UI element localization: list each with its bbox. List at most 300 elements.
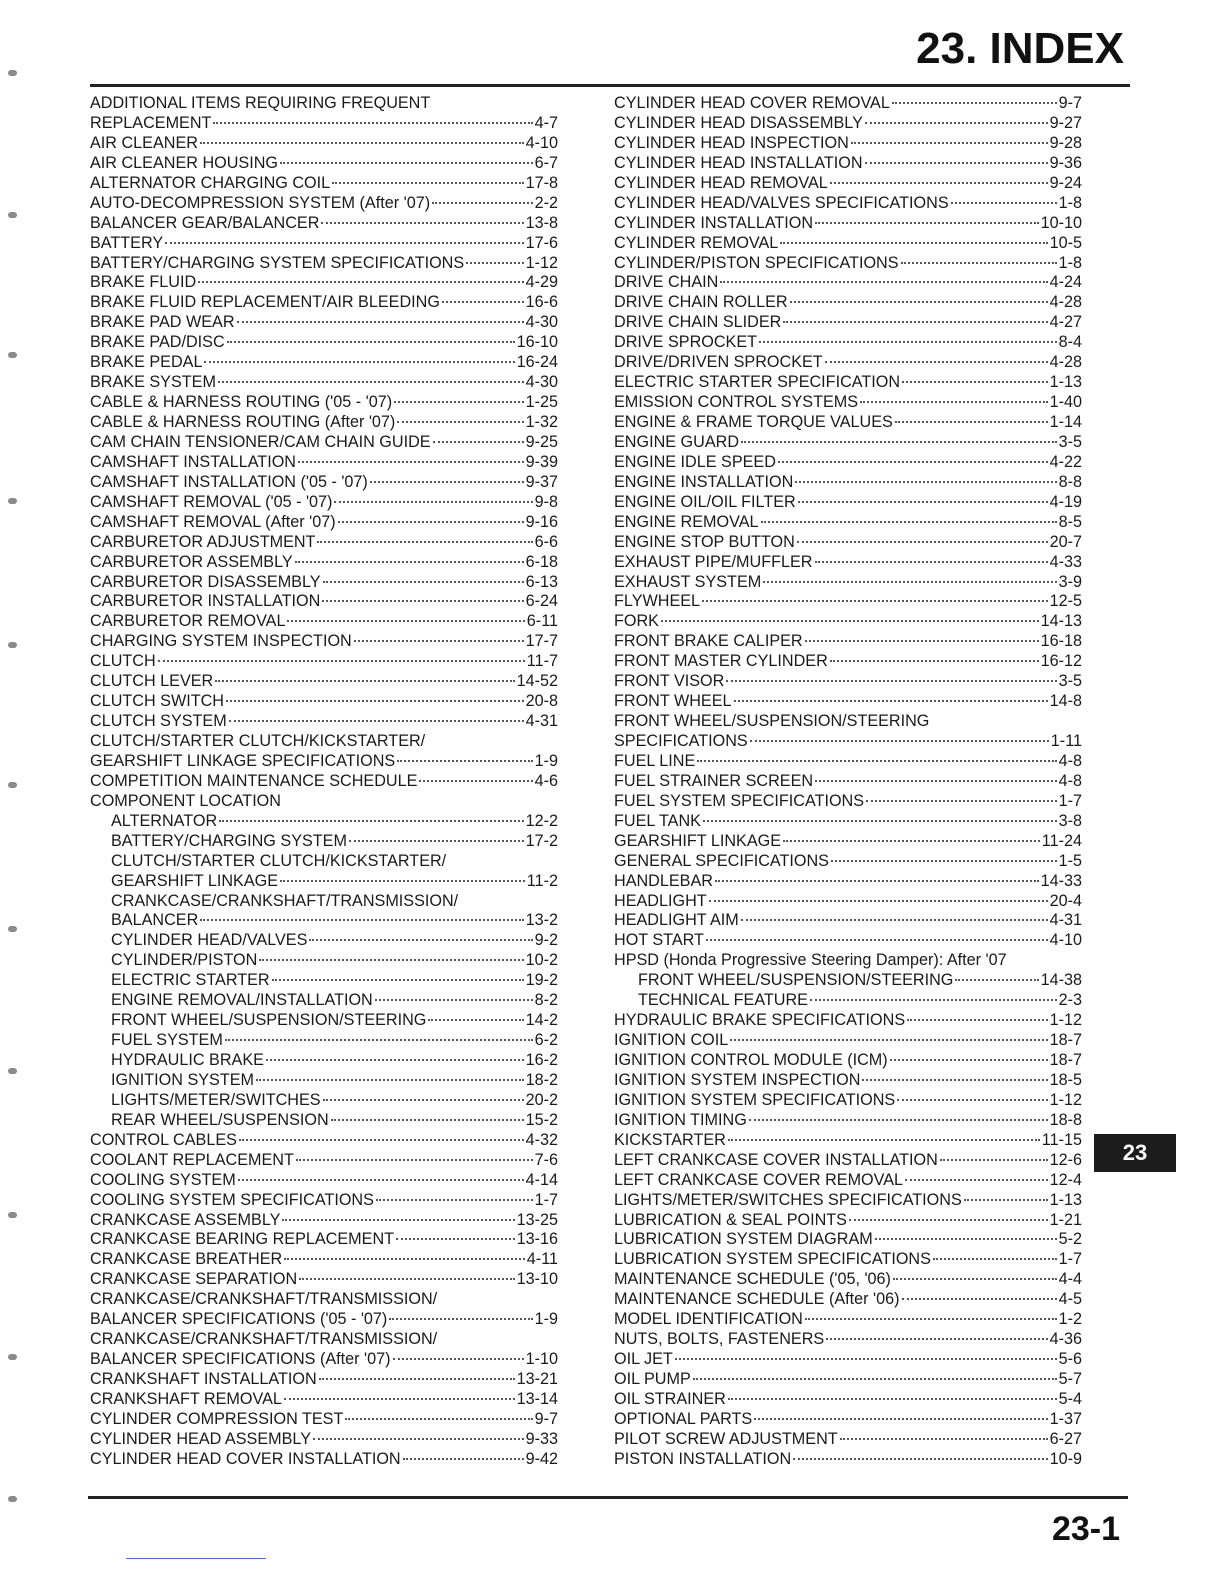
index-column-right — [614, 94, 1082, 1470]
dot-leader — [830, 660, 1039, 662]
index-entry-page: 11-24 — [1041, 831, 1082, 850]
index-entry-label: BALANCER SPECIFICATIONS ('05 - '07) — [90, 1310, 388, 1329]
index-entry — [90, 1111, 558, 1131]
index-entry — [614, 692, 1082, 712]
dot-leader — [830, 182, 1048, 184]
index-entry-label: ALTERNATOR CHARGING COIL — [90, 173, 331, 192]
index-entry-label: BATTERY/CHARGING SYSTEM SPECIFICATIONS — [90, 253, 465, 272]
index-entry-page: 9-2 — [534, 931, 558, 950]
index-entry-label: HYDRAULIC BRAKE SPECIFICATIONS — [614, 1011, 906, 1030]
dot-leader — [754, 1418, 1047, 1420]
index-entry-page: 9-7 — [534, 1409, 558, 1428]
dot-leader — [795, 481, 1056, 483]
dot-leader — [280, 880, 525, 882]
index-entry — [614, 413, 1082, 433]
dot-leader — [964, 1199, 1048, 1201]
index-entry-label: DRIVE CHAIN SLIDER — [614, 313, 782, 332]
bottom-rule — [88, 1496, 1128, 1499]
dot-leader — [284, 1258, 525, 1260]
index-entry-page: 15-2 — [525, 1110, 558, 1129]
index-entry-label: CYLINDER HEAD INSTALLATION — [614, 153, 863, 172]
index-entry-label: NUTS, BOLTS, FASTENERS — [614, 1330, 825, 1349]
index-entry-label: BRAKE PAD/DISC — [90, 333, 225, 352]
index-entry — [90, 453, 558, 473]
index-entry-label: CYLINDER INSTALLATION — [614, 213, 814, 232]
index-entry-label: FRONT WHEEL/SUSPENSION/STEERING — [638, 971, 954, 990]
index-entry-label: CYLINDER HEAD/VALVES SPECIFICATIONS — [614, 193, 949, 212]
index-entry-page: 12-2 — [525, 811, 558, 830]
dot-leader — [726, 680, 1056, 682]
index-entry — [614, 971, 1082, 991]
index-entry — [614, 1230, 1082, 1250]
index-entry-label: COMPONENT LOCATION — [90, 791, 281, 810]
index-entry — [90, 513, 558, 533]
dot-leader — [798, 501, 1048, 503]
index-entry-label: CLUTCH SYSTEM — [90, 712, 227, 731]
index-entry — [614, 154, 1082, 174]
index-entry-label: CRANKCASE ASSEMBLY — [90, 1210, 281, 1229]
index-entry-label: CRANKSHAFT REMOVAL — [90, 1389, 282, 1408]
index-entry-label: BALANCER — [111, 911, 199, 930]
dot-leader — [815, 780, 1057, 782]
index-entry — [90, 951, 558, 971]
index-entry-label: CARBURETOR INSTALLATION — [90, 592, 321, 611]
index-entry — [90, 234, 558, 254]
index-entry-label: CLUTCH — [90, 652, 156, 671]
index-entry-page: 13-16 — [516, 1230, 558, 1249]
index-entry-label: CAMSHAFT INSTALLATION ('05 - '07) — [90, 472, 368, 491]
index-entry-page: 8-5 — [1058, 512, 1082, 531]
index-entry-label: COOLING SYSTEM SPECIFICATIONS — [90, 1190, 374, 1209]
index-entry-label: OIL STRAINER — [614, 1389, 726, 1408]
dot-leader — [323, 581, 524, 583]
index-entry-label: COMPETITION MAINTENANCE SCHEDULE — [90, 771, 418, 790]
index-entry-label: GENERAL SPECIFICATIONS — [614, 851, 829, 870]
index-entry — [90, 1131, 558, 1151]
index-entry-label: FRONT WHEEL/SUSPENSION/STEERING — [111, 1011, 427, 1030]
index-entry-page: 4-4 — [1058, 1270, 1082, 1289]
index-entry-label: LEFT CRANKCASE COVER INSTALLATION — [614, 1150, 938, 1169]
index-entry-label: REAR WHEEL/SUSPENSION — [111, 1110, 329, 1129]
index-entry-label: CYLINDER HEAD ASSEMBLY — [90, 1429, 311, 1448]
index-entry — [90, 273, 558, 293]
index-entry — [614, 892, 1082, 912]
index-entry-label: ENGINE GUARD — [614, 432, 740, 451]
index-entry-page: 14-38 — [1040, 971, 1082, 990]
dot-leader — [892, 102, 1057, 104]
index-entry-label: ELECTRIC STARTER SPECIFICATION — [614, 373, 901, 392]
index-entry-label: CYLINDER/PISTON SPECIFICATIONS — [614, 253, 899, 272]
index-entry-label: CAMSHAFT INSTALLATION — [90, 452, 296, 471]
index-entry-page: 11-7 — [526, 652, 558, 671]
index-entry-page: 6-6 — [534, 532, 558, 551]
index-entry-label: FRONT MASTER CYLINDER — [614, 652, 828, 671]
index-entry — [614, 612, 1082, 632]
index-entry-label: HEADLIGHT — [614, 891, 707, 910]
dot-leader — [345, 1418, 532, 1420]
index-entry-page: 1-12 — [1049, 1011, 1082, 1030]
index-entry-page: 6-24 — [525, 592, 558, 611]
index-entry-label: BRAKE PEDAL — [90, 353, 203, 372]
dot-leader — [697, 760, 1056, 762]
index-entry — [90, 632, 558, 652]
index-entry — [90, 971, 558, 991]
dot-leader — [734, 700, 1048, 702]
index-entry-label: CYLINDER HEAD INSPECTION — [614, 133, 849, 152]
index-entry — [614, 1290, 1082, 1310]
index-entry-label: EXHAUST PIPE/MUFFLER — [614, 552, 813, 571]
index-entry — [90, 373, 558, 393]
index-entry-page: 16-18 — [1040, 632, 1082, 651]
dot-leader — [376, 1199, 533, 1201]
index-entry-page: 9-7 — [1058, 94, 1082, 112]
binding-hole-mark — [8, 1496, 17, 1502]
index-entry — [90, 931, 558, 951]
index-entry-label: HPSD (Honda Progressive Steering Damper): After '07 — [614, 951, 1007, 970]
index-entry-label: CONTROL CABLES — [90, 1130, 237, 1149]
dot-leader — [706, 939, 1048, 941]
index-entry — [614, 433, 1082, 453]
index-entry — [614, 632, 1082, 652]
index-entry — [90, 1211, 558, 1231]
index-entry-label: ELECTRIC STARTER — [111, 971, 270, 990]
index-entry-label: IGNITION COIL — [614, 1031, 729, 1050]
index-entry-page: 1-13 — [1049, 1190, 1082, 1209]
index-entry-page: 1-8 — [1058, 193, 1082, 212]
dot-leader — [728, 1139, 1040, 1141]
index-entry-label: FORK — [614, 612, 659, 631]
index-entry-page: 18-2 — [525, 1070, 558, 1089]
index-entry — [90, 353, 558, 373]
index-column-left — [90, 94, 558, 1470]
dot-leader — [442, 301, 524, 303]
index-entry-page: 18-8 — [1049, 1110, 1082, 1129]
index-entry — [614, 393, 1082, 413]
index-entry-label: CLUTCH/STARTER CLUTCH/KICKSTARTER/ — [111, 851, 447, 870]
index-entry-label: DRIVE/DRIVEN SPROCKET — [614, 353, 823, 372]
index-entry-label: OPTIONAL PARTS — [614, 1409, 753, 1428]
dot-leader — [338, 521, 524, 523]
index-entry-page: 4-7 — [534, 113, 558, 132]
dot-leader — [313, 1438, 524, 1440]
dot-leader — [239, 1139, 524, 1141]
index-entry — [614, 1370, 1082, 1390]
dot-leader — [831, 860, 1057, 862]
dot-leader — [890, 1059, 1048, 1061]
index-entry-page: 10-10 — [1040, 213, 1082, 232]
index-entry-page: 6-7 — [534, 153, 558, 172]
index-entry-label: FRONT WHEEL — [614, 692, 732, 711]
index-entry-label: CRANKCASE/CRANKSHAFT/TRANSMISSION/ — [90, 1290, 438, 1309]
index-entry-label: BATTERY — [90, 233, 164, 252]
index-entry-label: CYLINDER COMPRESSION TEST — [90, 1409, 344, 1428]
index-entry-page: 1-5 — [1058, 851, 1082, 870]
dot-leader — [933, 1258, 1057, 1260]
index-entry — [90, 832, 558, 852]
index-entry — [90, 1151, 558, 1171]
index-entry-page: 9-37 — [525, 472, 558, 491]
index-entry-page: 1-8 — [1058, 253, 1082, 272]
index-entry-page: 9-24 — [1049, 173, 1082, 192]
index-entry-page: 4-11 — [526, 1250, 558, 1269]
index-entry-label: GEARSHIFT LINKAGE — [614, 831, 782, 850]
dot-leader — [393, 1358, 524, 1360]
index-entry — [614, 1111, 1082, 1131]
index-entry-label: GEARSHIFT LINKAGE SPECIFICATIONS — [90, 751, 396, 770]
index-entry-page: 2-2 — [534, 193, 558, 212]
dot-leader — [730, 1039, 1047, 1041]
dot-leader — [354, 640, 524, 642]
dot-leader — [815, 222, 1039, 224]
index-entry-label: BRAKE FLUID REPLACEMENT/AIR BLEEDING — [90, 293, 440, 312]
dot-leader — [298, 461, 524, 463]
index-entry-label: AIR CLEANER HOUSING — [90, 153, 278, 172]
index-entry-label: FUEL LINE — [614, 751, 696, 770]
index-entry-label: BALANCER GEAR/BALANCER — [90, 213, 320, 232]
index-entry-label: IGNITION SYSTEM INSPECTION — [614, 1070, 861, 1089]
index-entry — [614, 1390, 1082, 1410]
binding-hole-mark — [8, 1068, 17, 1074]
index-entry-page: 1-32 — [525, 413, 558, 431]
dot-leader — [759, 341, 1057, 343]
dot-leader — [902, 381, 1048, 383]
index-entry-page: 4-30 — [525, 373, 558, 392]
index-entry-page: 18-5 — [1049, 1070, 1082, 1089]
dot-leader — [272, 979, 524, 981]
top-rule — [90, 84, 1130, 87]
index-entry-label: ENGINE REMOVAL — [614, 512, 759, 531]
dot-leader — [237, 321, 524, 323]
page-title: 23. INDEX — [916, 24, 1124, 73]
dot-leader — [226, 700, 524, 702]
index-entry — [90, 1171, 558, 1191]
dot-leader — [741, 919, 1048, 921]
dot-leader — [849, 1219, 1048, 1221]
index-entry-page: 7-6 — [534, 1150, 558, 1169]
dot-leader — [225, 1039, 533, 1041]
index-entry — [614, 911, 1082, 931]
index-entry-label: CABLE & HARNESS ROUTING (After '07) — [90, 413, 396, 431]
index-entry-page: 4-30 — [525, 313, 558, 332]
index-entry — [614, 1310, 1082, 1330]
index-entry-label: BATTERY/CHARGING SYSTEM — [111, 831, 347, 850]
index-entry-page: 9-36 — [1049, 153, 1082, 172]
index-entry-page: 5-2 — [1058, 1230, 1082, 1249]
index-entry-page: 12-6 — [1049, 1150, 1082, 1169]
index-entry — [614, 991, 1082, 1011]
index-entry-label: CYLINDER/PISTON — [111, 951, 258, 970]
index-entry — [614, 293, 1082, 313]
index-entry-page: 14-33 — [1040, 871, 1082, 890]
index-entry — [90, 1230, 558, 1250]
index-entry — [614, 513, 1082, 533]
index-entry-label: KICKSTARTER — [614, 1130, 726, 1149]
index-entry — [614, 1051, 1082, 1071]
index-entry — [90, 1290, 558, 1310]
link-underline — [126, 1558, 266, 1559]
index-entry-page: 4-32 — [525, 1130, 558, 1149]
index-entry — [614, 1450, 1082, 1470]
index-entry — [90, 1250, 558, 1270]
dot-leader — [389, 1318, 532, 1320]
dot-leader — [862, 1079, 1047, 1081]
index-entry-label: FLYWHEEL — [614, 592, 701, 611]
index-entry-page: 3-9 — [1058, 572, 1082, 591]
dot-leader — [295, 561, 524, 563]
index-entry-label: LEFT CRANKCASE COVER REMOVAL — [614, 1170, 904, 1189]
index-entry-page: 1-7 — [1058, 1250, 1082, 1269]
index-entry-page: 4-29 — [525, 273, 558, 292]
index-entry-label: CRANKCASE/CRANKSHAFT/TRANSMISSION/ — [90, 1330, 438, 1349]
index-entry-page: 3-8 — [1058, 811, 1082, 830]
index-entry-label: IGNITION SYSTEM — [111, 1070, 255, 1089]
index-entry-page: 16-2 — [525, 1051, 558, 1069]
dot-leader — [466, 262, 523, 264]
dot-leader — [702, 600, 1048, 602]
index-entry — [614, 1011, 1082, 1031]
index-entry-page: 4-19 — [1049, 492, 1082, 511]
index-entry — [614, 1350, 1082, 1370]
dot-leader — [940, 1159, 1048, 1161]
index-entry — [90, 1430, 558, 1450]
index-entry-label: CAMSHAFT REMOVAL (After '07) — [90, 512, 336, 531]
index-entry — [614, 94, 1082, 114]
dot-leader — [433, 441, 524, 443]
dot-leader — [334, 501, 532, 503]
index-entry — [614, 652, 1082, 672]
dot-leader — [218, 381, 524, 383]
index-entry — [614, 273, 1082, 293]
index-entry — [90, 872, 558, 892]
index-entry — [90, 692, 558, 712]
dot-leader — [317, 541, 532, 543]
dot-leader — [810, 999, 1057, 1001]
dot-leader — [866, 800, 1057, 802]
index-entry-page: 6-13 — [525, 572, 558, 591]
dot-leader — [215, 680, 514, 682]
index-entry-label: MAINTENANCE SCHEDULE ('05, '06) — [614, 1270, 891, 1289]
index-entry — [90, 792, 558, 812]
dot-leader — [907, 1019, 1047, 1021]
index-entry — [614, 214, 1082, 234]
index-entry — [614, 1131, 1082, 1151]
index-entry — [90, 892, 558, 912]
index-entry — [614, 353, 1082, 373]
index-entry-page: 9-16 — [525, 512, 558, 531]
index-entry — [614, 772, 1082, 792]
index-entry-page: 17-2 — [525, 831, 558, 850]
index-entry — [614, 1091, 1082, 1111]
index-entry — [90, 752, 558, 772]
dot-leader — [332, 182, 523, 184]
index-entry-label: CARBURETOR DISASSEMBLY — [90, 572, 321, 591]
index-entry-label: PISTON INSTALLATION — [614, 1449, 792, 1468]
dot-leader — [805, 1318, 1057, 1320]
index-entry-page: 20-7 — [1049, 532, 1082, 551]
index-entry — [614, 1071, 1082, 1091]
index-entry-page: 1-21 — [1049, 1210, 1082, 1229]
index-entry-label: ENGINE INSTALLATION — [614, 472, 794, 491]
index-entry-label: PILOT SCREW ADJUSTMENT — [614, 1429, 838, 1448]
index-entry-label: CYLINDER HEAD/VALVES — [111, 931, 308, 950]
index-entry-page: 8-4 — [1058, 333, 1082, 352]
index-entry — [90, 533, 558, 553]
index-entry-label: CYLINDER HEAD COVER REMOVAL — [614, 94, 890, 112]
index-entry — [614, 1211, 1082, 1231]
index-entry-label: IGNITION SYSTEM SPECIFICATIONS — [614, 1090, 896, 1109]
dot-leader — [213, 122, 532, 124]
dot-leader — [375, 999, 533, 1001]
index-entry-page: 4-27 — [1049, 313, 1082, 332]
index-entry — [614, 1430, 1082, 1450]
dot-leader — [805, 640, 1039, 642]
dot-leader — [284, 1398, 515, 1400]
index-entry-label: ENGINE IDLE SPEED — [614, 452, 776, 471]
dot-leader — [778, 461, 1048, 463]
index-entry-label: FRONT WHEEL/SUSPENSION/STEERING — [614, 712, 930, 731]
index-entry — [90, 134, 558, 154]
index-entry-label: FUEL TANK — [614, 811, 701, 830]
index-entry-label: ENGINE OIL/OIL FILTER — [614, 492, 796, 511]
dot-leader — [227, 341, 515, 343]
index-entry — [90, 732, 558, 752]
index-entry-page: 17-8 — [525, 173, 558, 192]
dot-leader — [895, 421, 1048, 423]
index-entry-label: AIR CLEANER — [90, 133, 198, 152]
index-entry-label: CYLINDER HEAD REMOVAL — [614, 173, 828, 192]
index-entry-page: 18-7 — [1049, 1031, 1082, 1050]
dot-leader — [200, 142, 524, 144]
dot-leader — [403, 1458, 524, 1460]
index-entry-page: 4-31 — [525, 712, 558, 731]
index-entry — [614, 812, 1082, 832]
binding-hole-mark — [8, 782, 17, 788]
index-entry-page: 4-10 — [1049, 931, 1082, 950]
index-entry — [90, 573, 558, 593]
index-entry-label: AUTO-DECOMPRESSION SYSTEM (After '07) — [90, 193, 431, 212]
dot-leader — [200, 919, 523, 921]
index-entry — [614, 1270, 1082, 1290]
index-entry — [614, 533, 1082, 553]
index-entry — [614, 194, 1082, 214]
index-entry-label: HYDRAULIC BRAKE — [111, 1051, 264, 1069]
dot-leader — [797, 541, 1048, 543]
index-entry — [90, 1390, 558, 1410]
index-entry-page: 11-15 — [1041, 1130, 1082, 1149]
dot-leader — [951, 202, 1057, 204]
index-entry-label: DRIVE CHAIN ROLLER — [614, 293, 788, 312]
index-entry-label: HOT START — [614, 931, 704, 950]
index-entry-label: CLUTCH SWITCH — [90, 692, 224, 711]
dot-leader — [394, 401, 523, 403]
dot-leader — [865, 122, 1048, 124]
dot-leader — [715, 880, 1039, 882]
index-entry — [90, 1270, 558, 1290]
dot-leader — [780, 242, 1047, 244]
index-entry — [90, 393, 558, 413]
index-entry — [614, 1031, 1082, 1051]
dot-leader — [897, 1099, 1047, 1101]
index-entry-page: 11-2 — [526, 871, 558, 890]
dot-leader — [331, 1119, 524, 1121]
dot-leader — [901, 262, 1057, 264]
index-entry-page: 3-5 — [1058, 432, 1082, 451]
index-entry-page: 8-2 — [534, 991, 558, 1010]
index-entry-label: LIGHTS/METER/SWITCHES — [111, 1090, 321, 1109]
index-entry-page: 6-2 — [534, 1031, 558, 1050]
index-entry — [90, 293, 558, 313]
index-entry-page: 14-13 — [1040, 612, 1082, 631]
